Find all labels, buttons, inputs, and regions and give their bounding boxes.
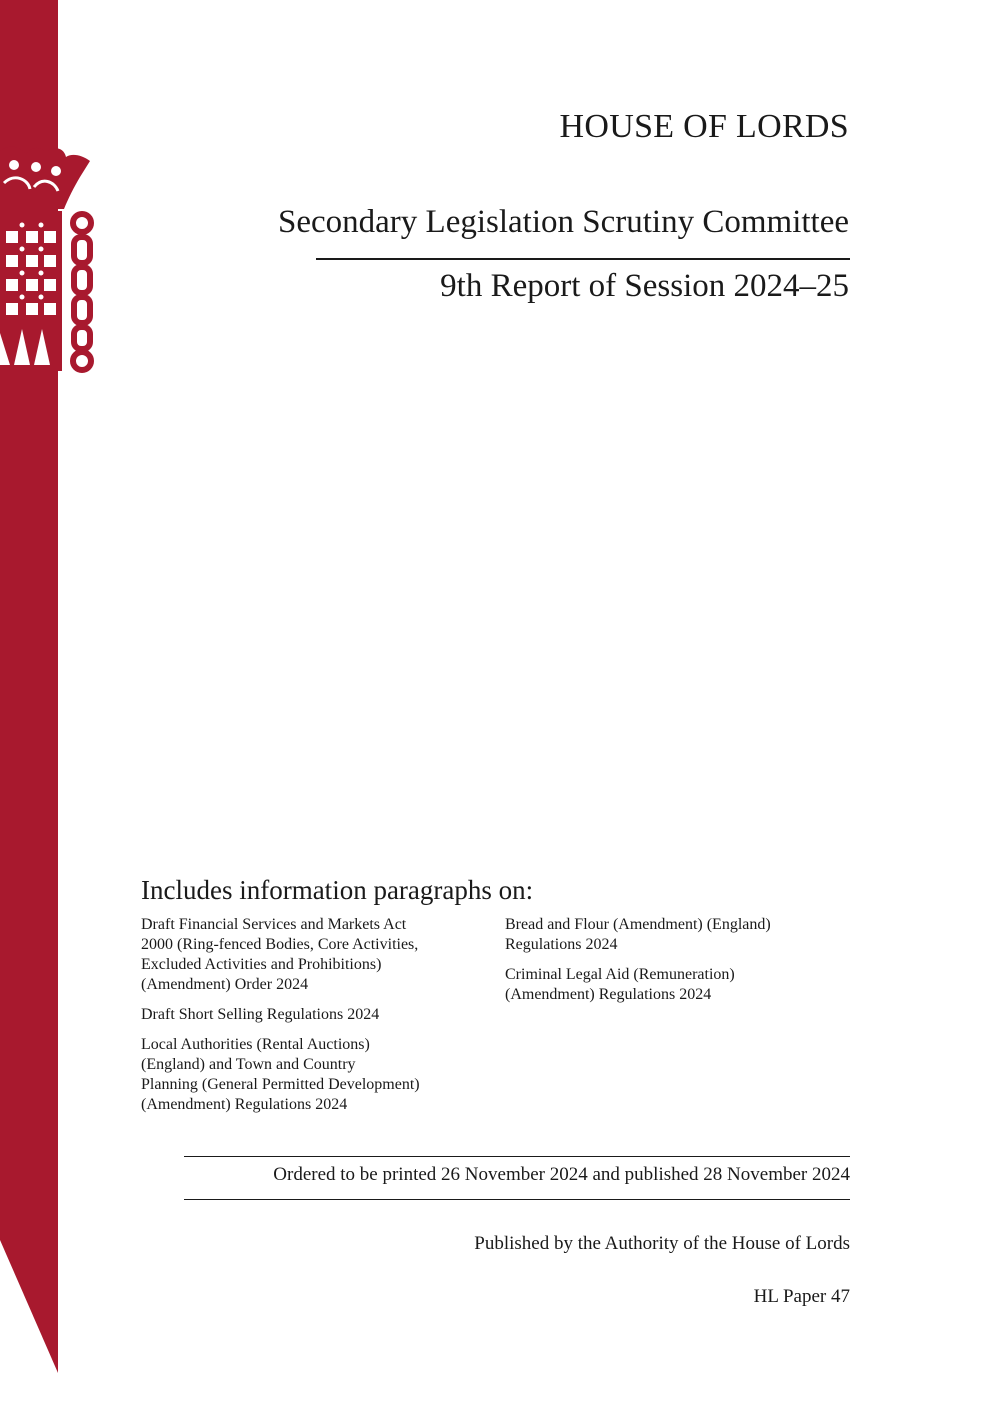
item-line: (England) and Town and Country <box>141 1056 356 1073</box>
report-title: 9th Report of Session 2024–25 <box>440 268 849 304</box>
item-line: (Amendment) Regulations 2024 <box>141 1096 348 1113</box>
item-line: Excluded Activities and Prohibitions) <box>141 956 382 973</box>
ordered-divider-top <box>184 1156 850 1157</box>
list-item <box>141 1035 486 1115</box>
item-line: Criminal Legal Aid (Remuneration) <box>505 966 735 983</box>
item-line: 2000 (Ring-fenced Bodies, Core Activities, <box>141 936 419 953</box>
items-column-left <box>141 915 486 1125</box>
title-divider <box>316 258 850 260</box>
item-line: Draft Financial Services and Markets Act <box>141 916 407 933</box>
items-column-right <box>505 915 850 1015</box>
item-line: (Amendment) Regulations 2024 <box>505 986 712 1003</box>
includes-heading: Includes information paragraphs on: <box>141 875 534 905</box>
ordered-divider-bottom <box>184 1199 850 1200</box>
committee-title: Secondary Legislation Scrutiny Committee <box>278 204 849 240</box>
ordered-statement: Ordered to be printed 26 November 2024 and published 28 November 2024 <box>273 1164 850 1185</box>
house-title: HOUSE OF LORDS <box>559 108 849 145</box>
item-line: Draft Short Selling Regulations 2024 <box>141 1006 380 1023</box>
item-line: Planning (General Permitted Development) <box>141 1076 420 1093</box>
list-item <box>141 1005 486 1025</box>
item-line: Bread and Flour (Amendment) (England) <box>505 916 771 933</box>
list-item <box>505 965 850 1005</box>
item-line: Regulations 2024 <box>505 936 618 953</box>
item-line: Local Authorities (Rental Auctions) <box>141 1036 370 1053</box>
item-line: (Amendment) Order 2024 <box>141 976 309 993</box>
list-item <box>505 915 850 955</box>
paper-number: HL Paper 47 <box>753 1286 850 1307</box>
published-by: Published by the Authority of the House of Lords <box>474 1233 850 1254</box>
list-item <box>141 915 486 995</box>
portcullis-icon <box>0 143 100 378</box>
